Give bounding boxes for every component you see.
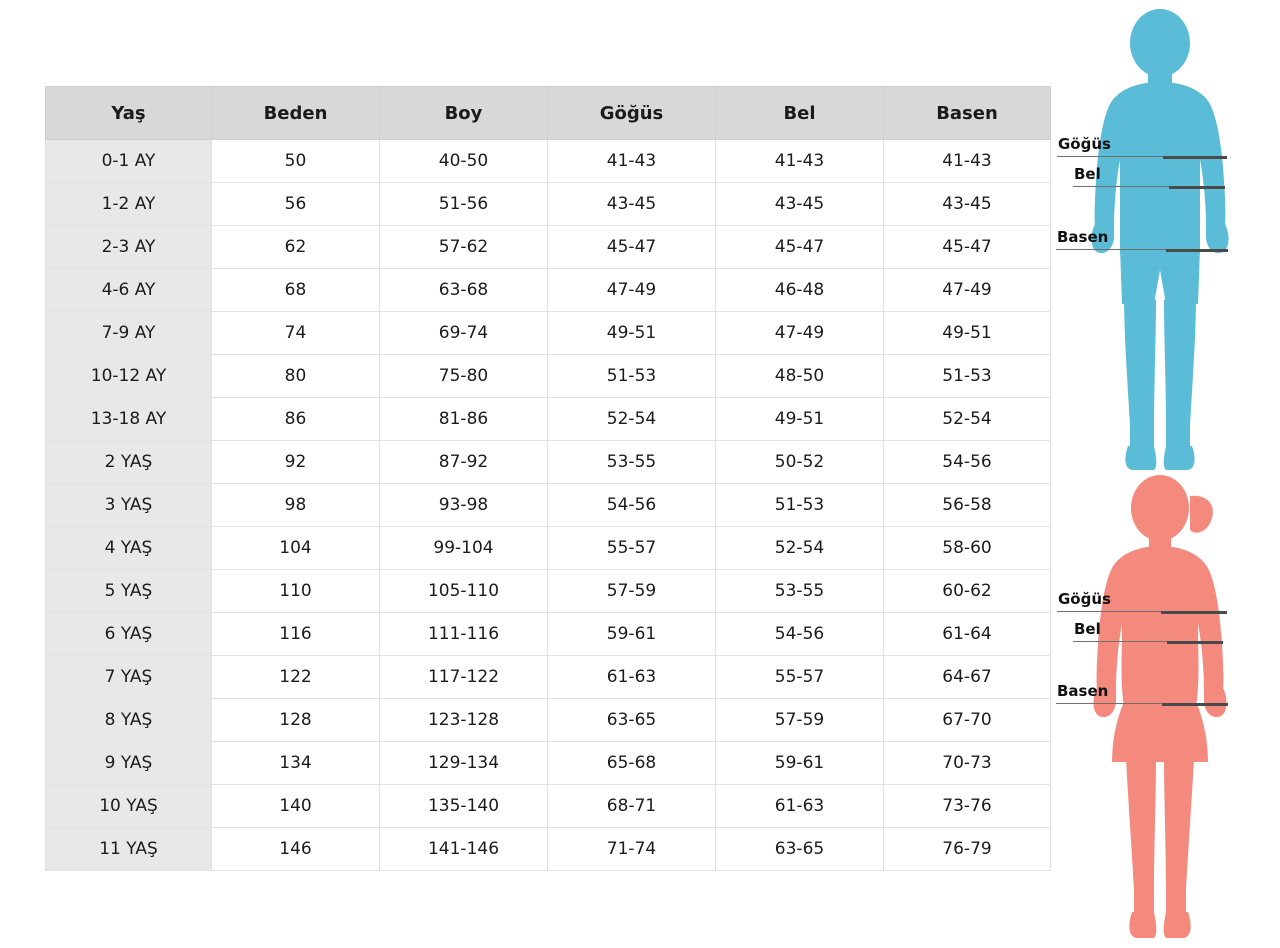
column-header-chest: Göğüs [548,87,716,140]
cell-age: 2 YAŞ [46,441,212,484]
column-header-size: Beden [212,87,380,140]
table-row [46,570,1051,613]
cell-chest: 54-56 [548,484,716,527]
column-header-height: Boy [380,87,548,140]
cell-size: 116 [212,613,380,656]
cell-chest: 63-65 [548,699,716,742]
cell-age: 10 YAŞ [46,785,212,828]
cell-height: 105-110 [380,570,548,613]
cell-size: 74 [212,312,380,355]
cell-waist: 43-45 [716,183,884,226]
cell-hip: 47-49 [884,269,1051,312]
cell-chest: 45-47 [548,226,716,269]
cell-height: 93-98 [380,484,548,527]
girl-hip-label: Basen [1057,682,1109,700]
cell-chest: 61-63 [548,656,716,699]
cell-size: 128 [212,699,380,742]
boy-waist-label: Bel [1074,165,1101,183]
table-row [46,355,1051,398]
cell-age: 4 YAŞ [46,527,212,570]
cell-hip: 58-60 [884,527,1051,570]
cell-hip: 73-76 [884,785,1051,828]
cell-chest: 65-68 [548,742,716,785]
size-table-container [45,86,1050,871]
cell-chest: 52-54 [548,398,716,441]
cell-chest: 53-55 [548,441,716,484]
cell-hip: 43-45 [884,183,1051,226]
size-table [45,86,1051,871]
cell-height: 63-68 [380,269,548,312]
cell-size: 146 [212,828,380,871]
cell-age: 3 YAŞ [46,484,212,527]
cell-waist: 61-63 [716,785,884,828]
boy-chest-measure-line [1163,156,1227,159]
cell-hip: 76-79 [884,828,1051,871]
cell-hip: 52-54 [884,398,1051,441]
column-header-age: Yaş [46,87,212,140]
girl-waist-measure-line [1167,641,1223,644]
cell-size: 134 [212,742,380,785]
cell-waist: 53-55 [716,570,884,613]
cell-hip: 56-58 [884,484,1051,527]
cell-size: 110 [212,570,380,613]
boy-waist-leader-line [1073,186,1169,187]
cell-height: 123-128 [380,699,548,742]
cell-chest: 71-74 [548,828,716,871]
table-row [46,183,1051,226]
cell-age: 13-18 AY [46,398,212,441]
cell-size: 140 [212,785,380,828]
table-row [46,312,1051,355]
table-row [46,699,1051,742]
table-row [46,828,1051,871]
table-row [46,441,1051,484]
cell-waist: 59-61 [716,742,884,785]
cell-waist: 52-54 [716,527,884,570]
cell-age: 0-1 AY [46,140,212,183]
table-body [46,140,1051,871]
table-row [46,484,1051,527]
cell-age: 4-6 AY [46,269,212,312]
cell-size: 92 [212,441,380,484]
cell-chest: 47-49 [548,269,716,312]
cell-waist: 47-49 [716,312,884,355]
cell-waist: 57-59 [716,699,884,742]
cell-hip: 67-70 [884,699,1051,742]
table-header [46,87,1051,140]
cell-age: 11 YAŞ [46,828,212,871]
cell-age: 2-3 AY [46,226,212,269]
girl-waist-label: Bel [1074,620,1101,638]
cell-hip: 45-47 [884,226,1051,269]
cell-waist: 49-51 [716,398,884,441]
cell-size: 104 [212,527,380,570]
table-row [46,226,1051,269]
cell-hip: 41-43 [884,140,1051,183]
cell-chest: 68-71 [548,785,716,828]
cell-waist: 55-57 [716,656,884,699]
column-header-waist: Bel [716,87,884,140]
boy-hip-leader-line [1056,249,1166,250]
cell-size: 56 [212,183,380,226]
table-row [46,742,1051,785]
cell-size: 98 [212,484,380,527]
girl-chest-label: Göğüs [1058,590,1111,608]
cell-chest: 41-43 [548,140,716,183]
column-header-hip: Basen [884,87,1051,140]
boy-chest-leader-line [1057,156,1163,157]
boy-hip-label: Basen [1057,228,1109,246]
girl-waist-leader-line [1073,641,1167,642]
cell-waist: 54-56 [716,613,884,656]
cell-size: 122 [212,656,380,699]
cell-height: 135-140 [380,785,548,828]
cell-hip: 70-73 [884,742,1051,785]
table-row [46,269,1051,312]
cell-height: 141-146 [380,828,548,871]
cell-waist: 51-53 [716,484,884,527]
cell-height: 69-74 [380,312,548,355]
cell-waist: 63-65 [716,828,884,871]
cell-hip: 54-56 [884,441,1051,484]
cell-chest: 55-57 [548,527,716,570]
table-row [46,656,1051,699]
cell-waist: 50-52 [716,441,884,484]
cell-age: 7 YAŞ [46,656,212,699]
cell-age: 5 YAŞ [46,570,212,613]
table-row [46,613,1051,656]
cell-chest: 49-51 [548,312,716,355]
cell-size: 50 [212,140,380,183]
cell-size: 62 [212,226,380,269]
table-header-row [46,87,1051,140]
cell-chest: 51-53 [548,355,716,398]
cell-size: 86 [212,398,380,441]
boy-chest-label: Göğüs [1058,135,1111,153]
boy-waist-measure-line [1169,186,1225,189]
girl-chest-leader-line [1057,611,1161,612]
cell-chest: 57-59 [548,570,716,613]
cell-age: 9 YAŞ [46,742,212,785]
cell-hip: 49-51 [884,312,1051,355]
cell-height: 117-122 [380,656,548,699]
table-row [46,140,1051,183]
cell-age: 8 YAŞ [46,699,212,742]
cell-height: 129-134 [380,742,548,785]
cell-height: 57-62 [380,226,548,269]
table-row [46,527,1051,570]
cell-height: 40-50 [380,140,548,183]
cell-hip: 61-64 [884,613,1051,656]
girl-chest-measure-line [1161,611,1227,614]
cell-age: 10-12 AY [46,355,212,398]
cell-waist: 45-47 [716,226,884,269]
cell-hip: 64-67 [884,656,1051,699]
girl-hip-leader-line [1056,703,1162,704]
cell-hip: 60-62 [884,570,1051,613]
cell-age: 1-2 AY [46,183,212,226]
cell-size: 68 [212,269,380,312]
cell-waist: 46-48 [716,269,884,312]
cell-height: 99-104 [380,527,548,570]
girl-hip-measure-line [1162,703,1228,706]
cell-waist: 48-50 [716,355,884,398]
girl-figure [1040,470,1280,948]
boy-hip-measure-line [1166,249,1228,252]
cell-height: 81-86 [380,398,548,441]
cell-chest: 59-61 [548,613,716,656]
cell-age: 6 YAŞ [46,613,212,656]
cell-height: 51-56 [380,183,548,226]
cell-size: 80 [212,355,380,398]
cell-hip: 51-53 [884,355,1051,398]
cell-waist: 41-43 [716,140,884,183]
cell-age: 7-9 AY [46,312,212,355]
cell-height: 111-116 [380,613,548,656]
table-row [46,398,1051,441]
cell-chest: 43-45 [548,183,716,226]
table-row [46,785,1051,828]
cell-height: 87-92 [380,441,548,484]
cell-height: 75-80 [380,355,548,398]
